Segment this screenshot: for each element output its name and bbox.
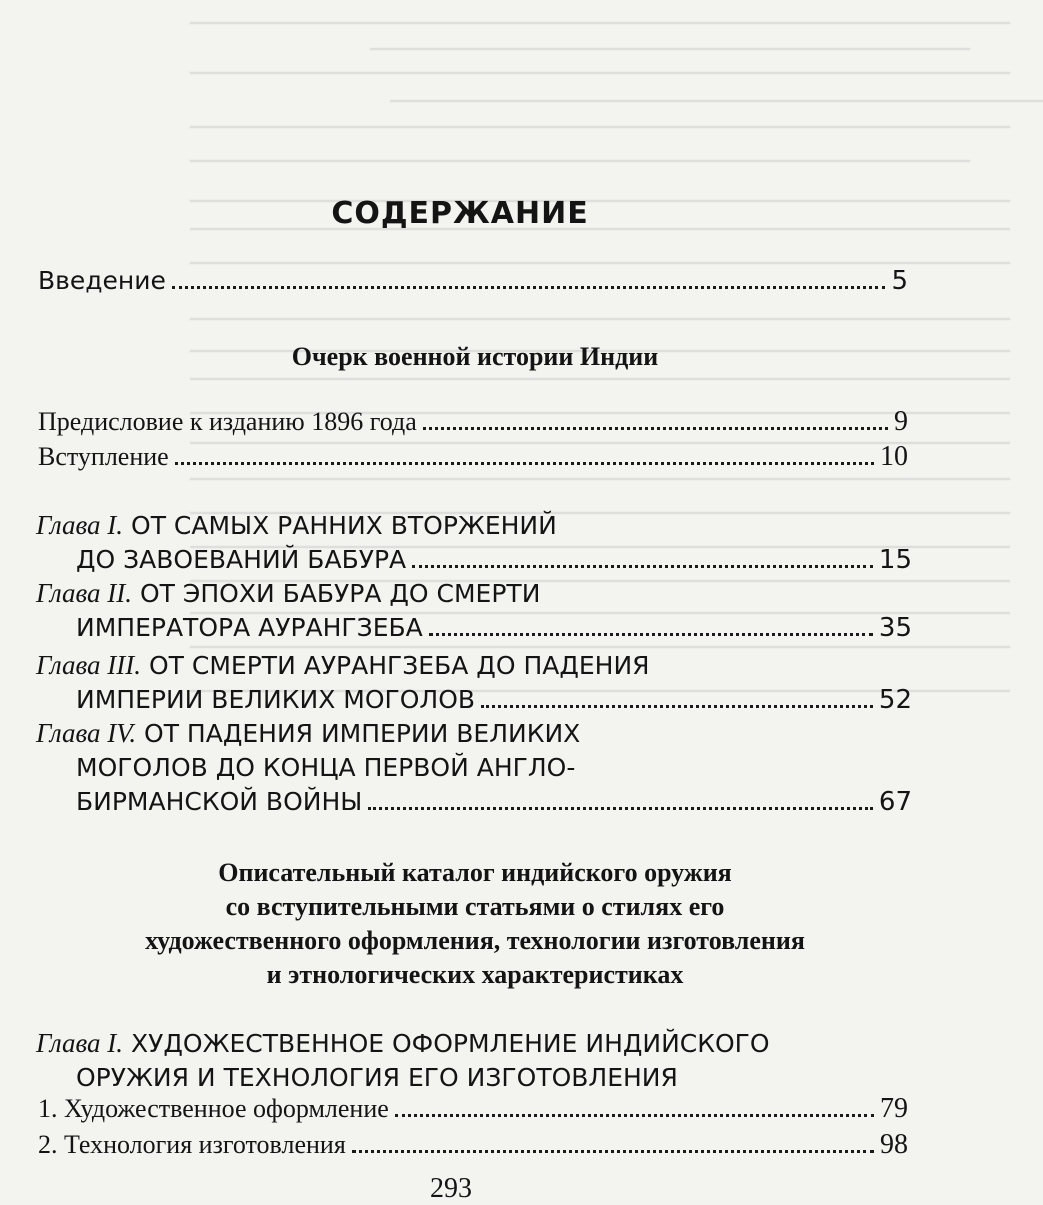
dot-leader xyxy=(368,807,873,810)
entry-label: Вступление xyxy=(38,442,169,471)
dot-leader xyxy=(175,462,874,465)
chapter-prefix: Глава II. xyxy=(36,578,133,608)
toc-chapter-1[interactable] xyxy=(36,508,912,577)
page-number: 35 xyxy=(878,613,912,643)
entry-label: Введение xyxy=(38,266,166,295)
dot-leader xyxy=(352,1150,874,1153)
toc-chapter-4[interactable] xyxy=(36,716,912,819)
section-title-history: Очерк военной истории Индии xyxy=(291,342,659,371)
toc-heading: СОДЕРЖАНИЕ xyxy=(331,196,589,231)
chapter-title-line: ИМПЕРАТОРА АУРАНГЗЕБА xyxy=(76,613,423,642)
toc-entry-technology[interactable] xyxy=(38,1128,908,1162)
toc-entry-decoration[interactable] xyxy=(38,1092,908,1126)
toc-entry-preface[interactable] xyxy=(38,405,908,439)
chapter-title-line: ОТ СМЕРТИ АУРАНГЗЕБА ДО ПАДЕНИЯ xyxy=(149,651,650,680)
chapter-title-line: ОТ ЭПОХИ БАБУРА ДО СМЕРТИ xyxy=(140,579,541,608)
section-title-catalog xyxy=(0,856,950,992)
page-number: 52 xyxy=(878,685,912,715)
chapter-title-line: ОТ ПАДЕНИЯ ИМПЕРИИ ВЕЛИКИХ xyxy=(144,719,581,748)
toc-chapter-2[interactable] xyxy=(36,576,912,645)
section-title-line: со вступительными статьями о стилях его xyxy=(225,892,725,921)
toc-chapter-3[interactable] xyxy=(36,648,912,717)
chapter-prefix: Глава I. xyxy=(36,1028,124,1058)
chapter-title-line: ДО ЗАВОЕВАНИЙ БАБУРА xyxy=(76,545,407,574)
chapter-prefix: Глава I. xyxy=(36,510,124,540)
dot-leader xyxy=(481,705,873,708)
chapter-prefix: Глава IV. xyxy=(36,718,137,748)
chapter-title-line: ОТ САМЫХ РАННИХ ВТОРЖЕНИЙ xyxy=(131,511,557,540)
chapter-title-line: ОРУЖИЯ И ТЕХНОЛОГИЯ ЕГО ИЗГОТОВЛЕНИЯ xyxy=(76,1063,678,1092)
page-number: 10 xyxy=(880,441,908,472)
dot-leader xyxy=(395,1114,874,1117)
entry-label: 2. Технология изготовления xyxy=(38,1130,346,1159)
footer-page-number: 293 xyxy=(430,1173,472,1204)
page-number: 79 xyxy=(880,1093,908,1124)
page-number: 9 xyxy=(894,406,908,437)
toc-entry-introduction[interactable] xyxy=(38,440,908,474)
chapter-title-line: БИРМАНСКОЙ ВОЙНЫ xyxy=(76,787,363,816)
page-number: 5 xyxy=(891,266,908,296)
toc-catalog-chapter-1[interactable] xyxy=(36,1026,912,1095)
section-title-line: и этнологических характеристиках xyxy=(266,960,684,989)
dot-leader xyxy=(172,286,886,289)
toc-entry-intro[interactable] xyxy=(38,264,908,298)
dot-leader xyxy=(429,633,873,636)
section-title-line: Описательный каталог индийского оружия xyxy=(218,858,732,887)
dot-leader xyxy=(423,427,888,430)
page-number: 15 xyxy=(878,545,912,575)
dot-leader xyxy=(412,565,873,568)
chapter-prefix: Глава III. xyxy=(36,650,142,680)
chapter-title-line: МОГОЛОВ ДО КОНЦА ПЕРВОЙ АНГЛО- xyxy=(76,753,576,782)
entry-label: 1. Художественное оформление xyxy=(38,1094,389,1123)
chapter-title-line: ИМПЕРИИ ВЕЛИКИХ МОГОЛОВ xyxy=(76,685,476,714)
chapter-title-line: ХУДОЖЕСТВЕННОЕ ОФОРМЛЕНИЕ ИНДИЙСКОГО xyxy=(131,1029,770,1058)
page-number: 98 xyxy=(880,1129,908,1160)
section-title-line: художественного оформления, технологии изготовления xyxy=(145,926,805,955)
page-number: 67 xyxy=(878,787,912,817)
entry-label: Предисловие к изданию 1896 года xyxy=(38,407,417,436)
